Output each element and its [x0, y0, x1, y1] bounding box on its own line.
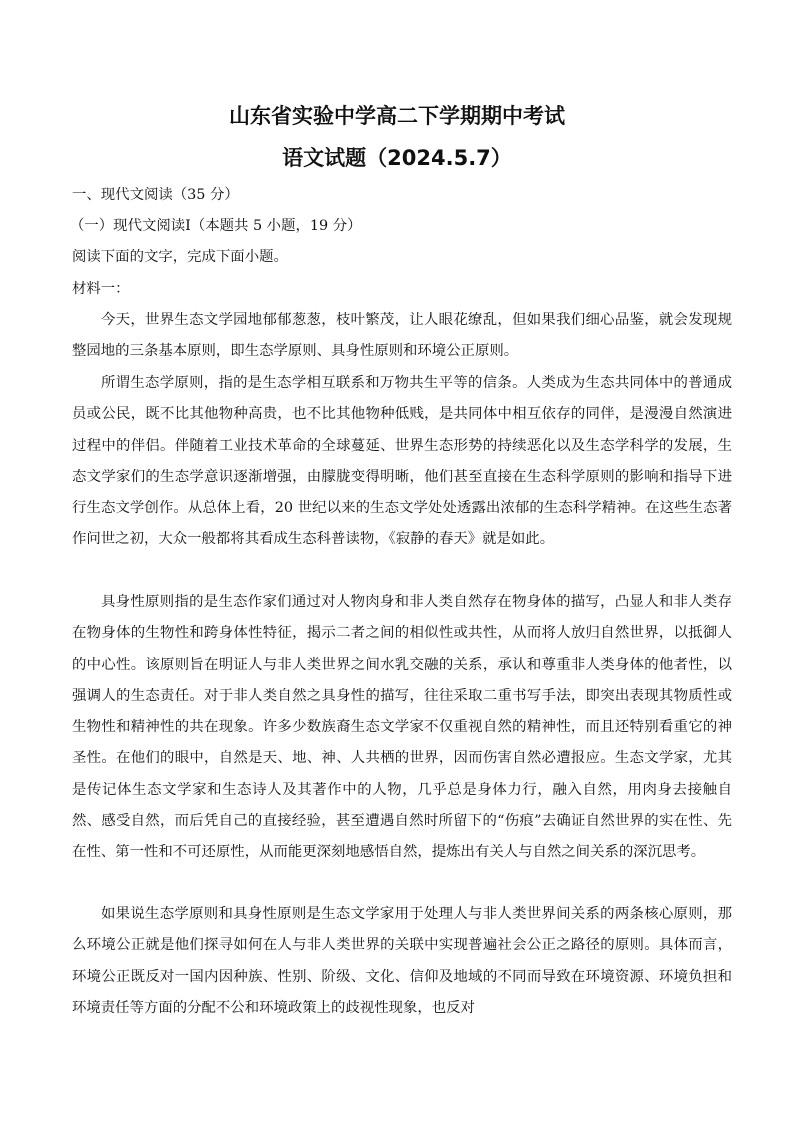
section-heading: 一、现代文阅读（35 分） [72, 187, 239, 203]
reading-instruction: 阅读下面的文字，完成下面小题。 [72, 249, 288, 265]
paragraph-2: 所谓生态学原则，指的是生态学相互联系和万物共生平等的信条。人类成为生态共同体中的普通成员或公民，既不比其他物种高贵，也不比其他物种低贱，是共同体中相互依存的同伴，是漫漫自然演进过程中的伴侣。伴随着工业技术革命的全球蔓延、世界生态形势的持续恶化以及生态学科学的发展，生态文学家们的生态学意识逐渐增强，由朦胧变得明晰，他们甚至直接在生态科学原则的影响和指导下进行生态文学创作。从总体上看，20 世纪以来的生态文学处处透露出浓郁的生态科学精神。在这些生态著作问世之初，大众一般都将其看成生态科普读物，《寂静的春天》就是如此。 [72, 375, 732, 548]
exam-subtitle: 语文试题（2024.5.7） [282, 146, 512, 170]
paragraph-4: 如果说生态学原则和具身性原则是生态文学家用于处理人与非人类世界间关系的两条核心原则，那么环境公正就是他们探寻如何在人与非人类世界的关联中实现普遍社会公正之路径的原则。具体而言，环境公正既反对一国内因种族、性别、阶级、文化、信仰及地域的不同而导致在环境资源、环境负担和环境责任等方面的分配不公和环境政策上的歧视性现象，也反对 [72, 906, 732, 1016]
paragraph-1: 今天，世界生态文学园地郁郁葱葱，枝叶繁茂，让人眼花缭乱，但如果我们细心品鉴，就会发现规整园地的三条基本原则，即生态学原则、具身性原则和环境公正原则。 [72, 312, 732, 360]
material-label: 材料一： [72, 281, 130, 297]
subsection-heading: （一）现代文阅读Ⅰ（本题共 5 小题，19 分） [70, 218, 362, 234]
exam-title: 山东省实验中学高二下学期期中考试 [229, 104, 565, 128]
paragraph-3: 具身性原则指的是生态作家们通过对人物肉身和非人类自然存在物身体的描写，凸显人和非人类存在物身体的生物性和跨身体性特征，揭示二者之间的相似性或共性，从而将人放归自然世界，以抵御人的中心性。该原则旨在明证人与非人类世界之间水乳交融的关系，承认和尊重非人类身体的他者性，以强调人的生态责任。对于非人类自然之具身性的描写，往往采取二重书写手法，即突出表现其物质性或生物性和精神性的共在现象。许多少数族裔生态文学家不仅重视自然的精神性，而且还特别看重它的神圣性。在他们的眼中，自然是天、地、神、人共栖的世界，因而伤害自然必遭报应。生态文学家，尤其是传记体生态文学家和生态诗人及其著作中的人物，几乎总是身体力行，融入自然，用肉身去接触自然、感受自然，而后凭自己的直接经验，甚至遭遇自然时所留下的“伤痕”去确证自然世界的实在性、先在性、第一性和不可还原性，从而能更深刻地感悟自然，提炼出有关人与自然之间关系的深沉思考。 [72, 594, 732, 861]
